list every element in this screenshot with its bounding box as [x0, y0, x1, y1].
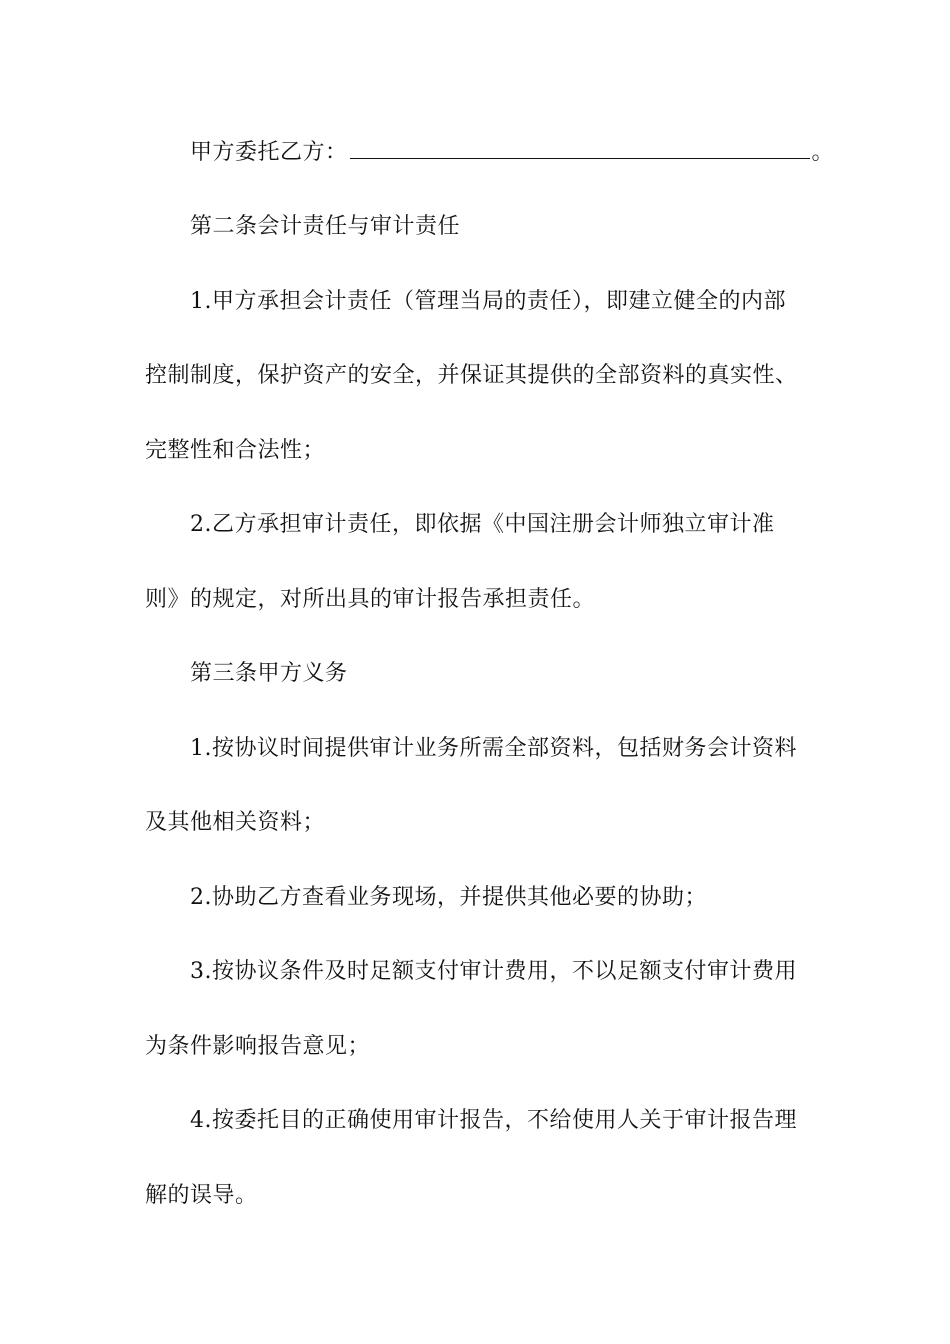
article-2-item-1-line-3: 完整性和合法性； — [145, 438, 326, 463]
article-3-item-2-line-1: 2.协助乙方查看业务现场，并提供其他必要的协助； — [190, 885, 707, 910]
entrust-blank-field[interactable] — [350, 138, 810, 159]
article-2-item-1-line-1: 1.甲方承担会计责任（管理当局的责任），即建立健全的内部 — [190, 289, 786, 314]
article-2-item-1-line-2: 控制制度，保护资产的安全，并保证其提供的全部资料的真实性、 — [145, 363, 798, 388]
article-3-item-4-line-1: 4.按委托目的正确使用审计报告，不给使用人关于审计报告理 — [190, 1108, 797, 1133]
article-3-item-1-line-2: 及其他相关资料； — [145, 810, 326, 835]
article-2-heading: 第二条会计责任与审计责任 — [190, 214, 461, 239]
entrust-end: 。 — [811, 140, 835, 165]
article-3-item-1-line-1: 1.按协议时间提供审计业务所需全部资料，包括财务会计资料 — [190, 736, 797, 761]
article-3-heading: 第三条甲方义务 — [190, 661, 348, 686]
article-2-item-2-line-2: 则》的规定，对所出具的审计报告承担责任。 — [145, 587, 596, 612]
article-3-item-3-line-2: 为条件影响报告意见； — [145, 1034, 371, 1059]
article-3-item-4-line-2: 解的误导。 — [145, 1183, 258, 1208]
article-2-item-2-line-1: 2.乙方承担审计责任，即依据《中国注册会计师独立审计准 — [190, 512, 775, 537]
article-3-item-3-line-1: 3.按协议条件及时足额支付审计费用，不以足额支付审计费用 — [190, 959, 797, 984]
entrust-label: 甲方委托乙方： — [190, 140, 348, 165]
entrust-line — [190, 138, 835, 168]
